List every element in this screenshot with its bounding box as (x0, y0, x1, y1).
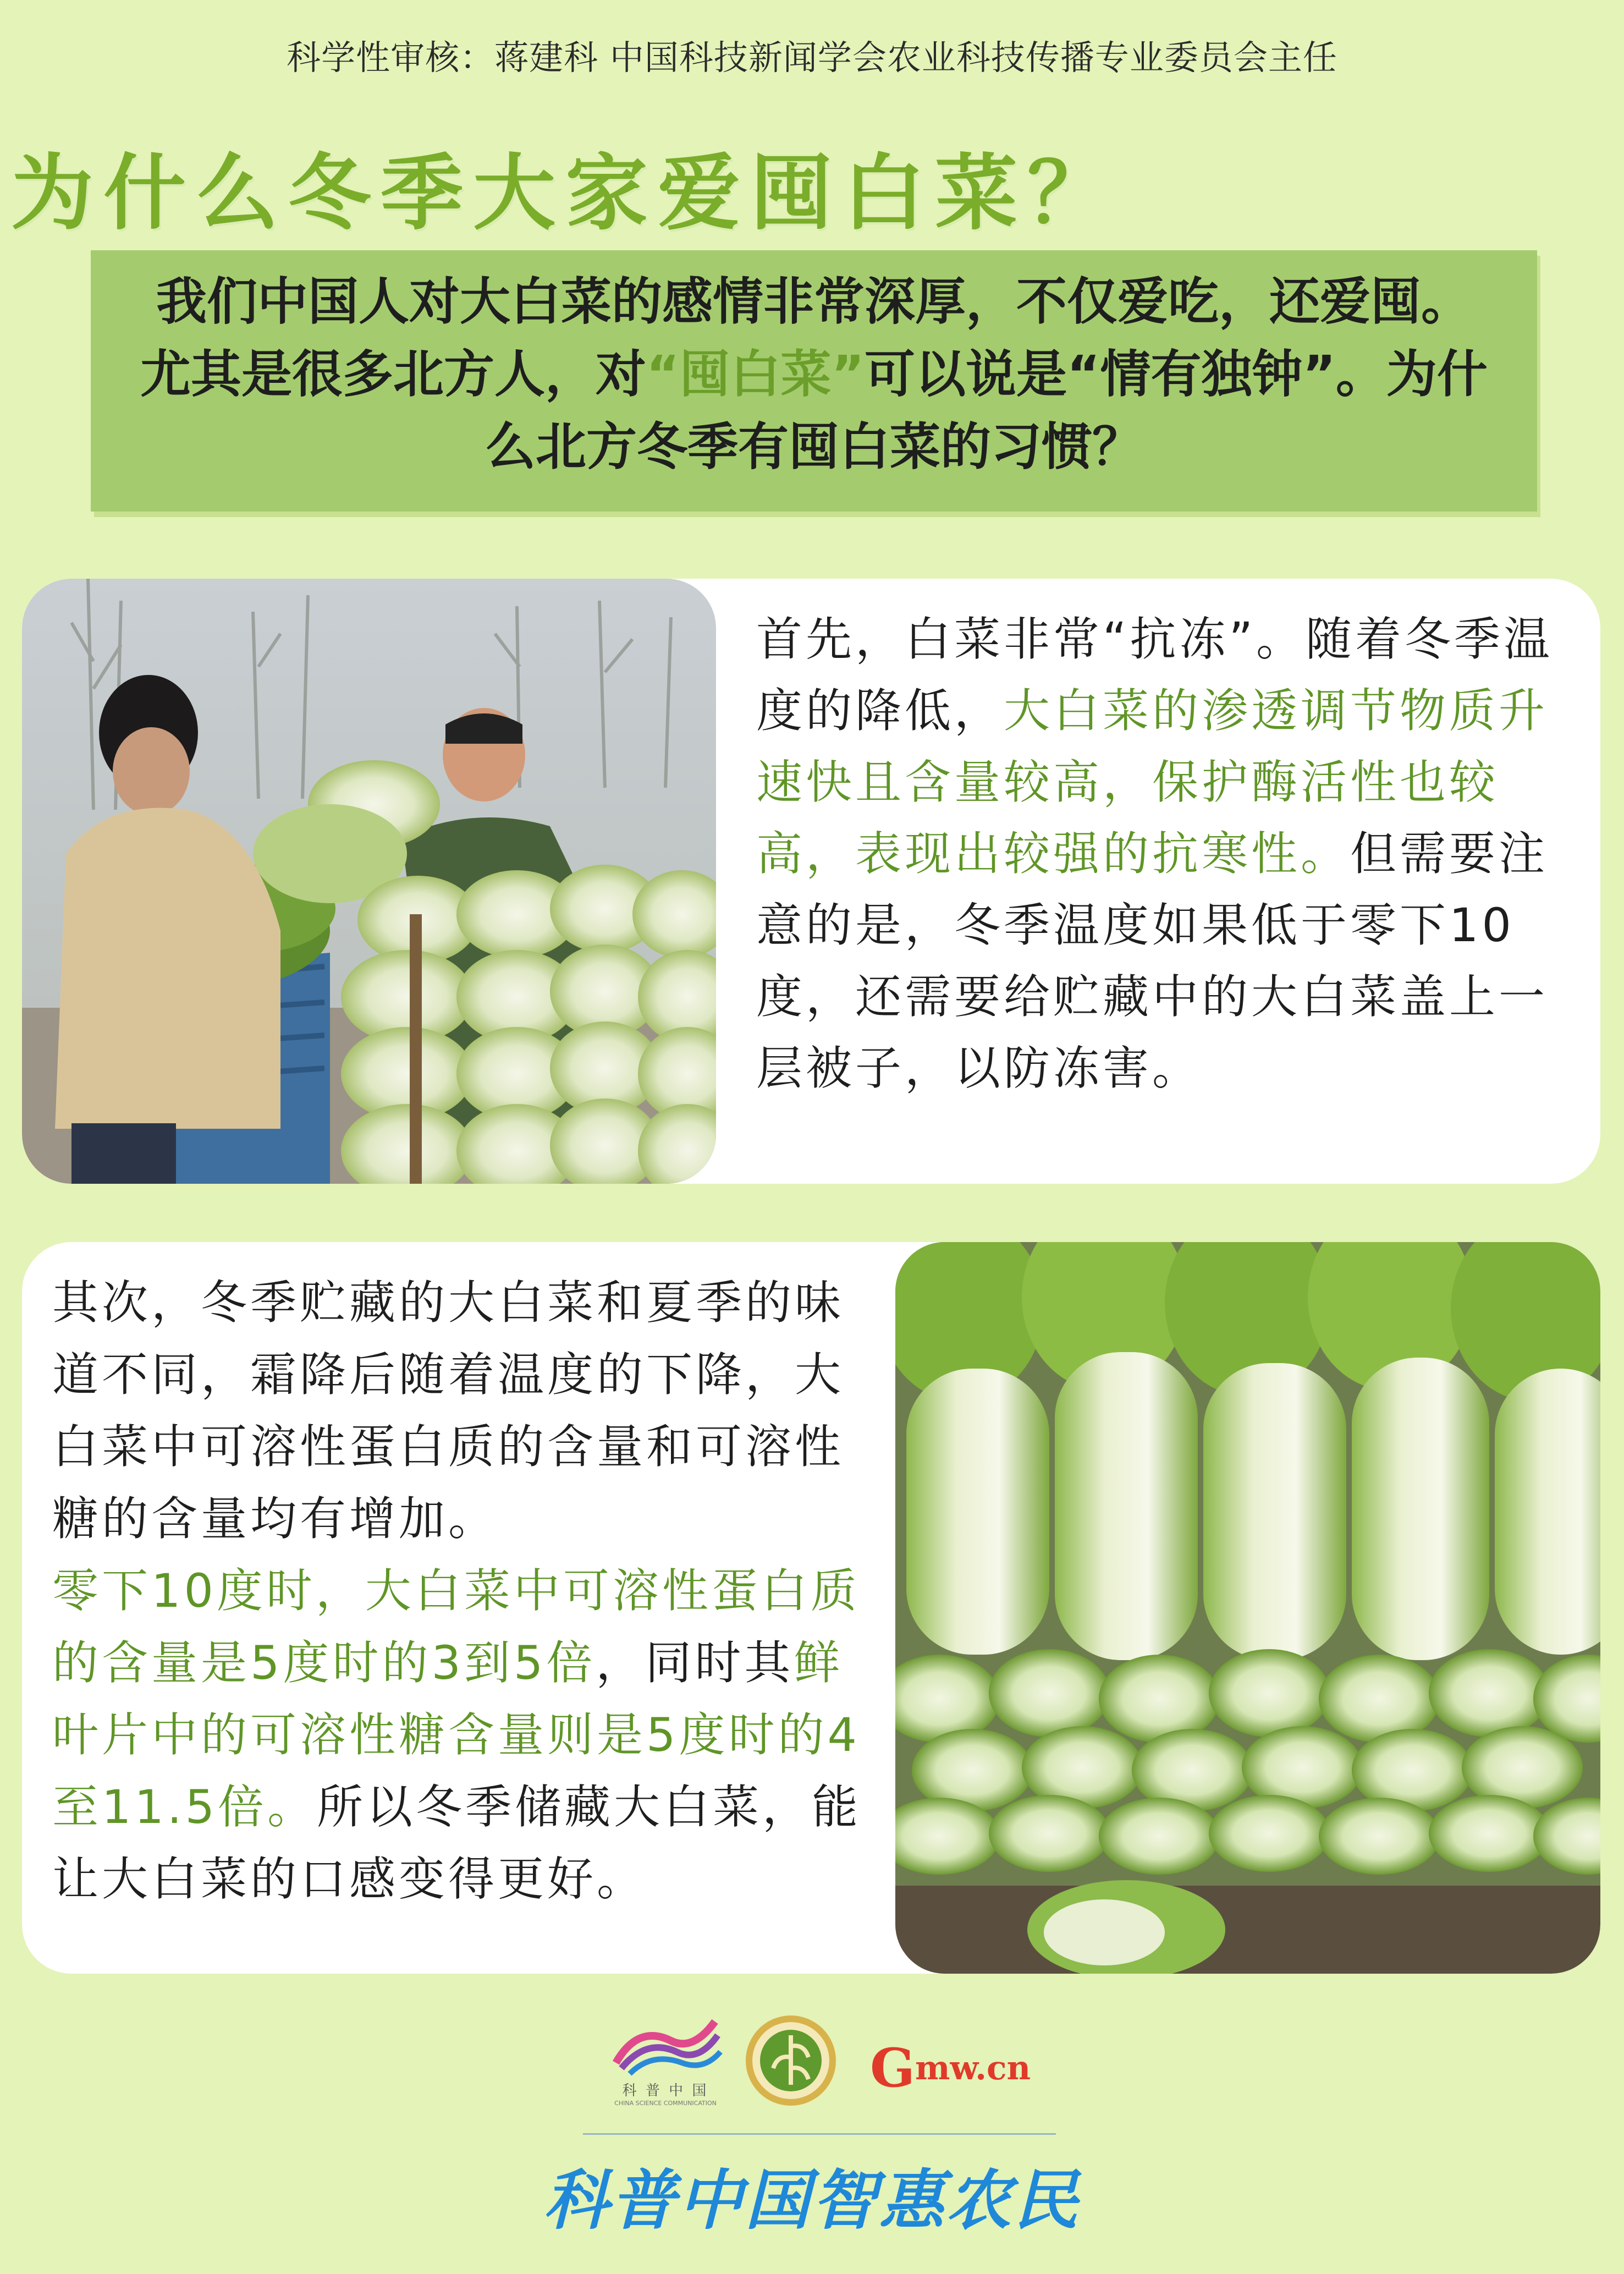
section1-text-part1: 首先，白菜非常“抗冻”。随着冬季温度的降低， (756, 612, 1554, 738)
page-title: 为什么冬季大家爱囤白菜？ (11, 146, 1120, 241)
footer-divider (583, 2133, 1056, 2135)
guangming-net-logo (870, 2038, 1052, 2099)
reviewer-credit: 科学性审核：蒋建科 中国科技新闻学会农业科技传播专业委员会主任 (287, 37, 1337, 78)
kepu-china-logo (599, 2019, 731, 2107)
kepu-ribbon-icon (599, 2019, 731, 2079)
section1-highlight: 大白菜的渗透调节物质升速快且含量较高，保护酶活性也较高，表现出较强的抗寒性。 (756, 684, 1549, 881)
section2-text (52, 1267, 883, 1915)
section2-highlight1: 零下10度时，大白菜中可溶性蛋白质的含量是5度时的3到5倍 (52, 1564, 860, 1690)
section2-text-part3: 所以冬季储藏大白菜，能让大白菜的口感变得更好。 (52, 1780, 862, 1906)
intro-box (91, 250, 1537, 512)
section-cold-resistance (22, 579, 1600, 1184)
kepu-logo-text: 科 普 中 国 (622, 2083, 709, 2099)
g-letter-icon: G (870, 2037, 915, 2099)
section1-text-part2: 但需要注意的是，冬季温度如果低于零下10度，还需要给贮藏中的大白菜盖上一层被子，以防冻害。 (756, 827, 1549, 1095)
section2-highlight2: 鲜叶片中的可溶性糖含量则是5度时的4至11.5倍。 (52, 1636, 860, 1834)
section2-text-part2: ，同时其 (596, 1636, 794, 1690)
footer-slogan: 科普中国智惠农民 (543, 2162, 1081, 2238)
section1-text (756, 603, 1570, 1104)
stacked-cabbages-photo (895, 1242, 1600, 1974)
gmw-logo-text: mw.cn (915, 2049, 1031, 2088)
farmers-loading-cabbages-photo (22, 579, 716, 1184)
kepu-logo-subtext: CHINA SCIENCE COMMUNICATION (614, 2100, 717, 2107)
section-taste (22, 1242, 1600, 1974)
agri-society-emblem (744, 2013, 838, 2108)
intro-text-part2: 可以说是“情有独钟”。为什么北方冬季有囤白菜的习惯？ (485, 345, 1488, 476)
intro-text-part1: 我们中国人对大白菜的感情非常深厚，不仅爱吃，还爱囤。尤其是很多北方人，对 (140, 272, 1472, 404)
section2-text-part1: 其次，冬季贮藏的大白菜和夏季的味道不同，霜降后随着温度的下降，大白菜中可溶性蛋白质的含量和可溶性糖的含量均有增加。 (52, 1276, 845, 1546)
intro-highlight: “囤白菜” (646, 345, 865, 404)
